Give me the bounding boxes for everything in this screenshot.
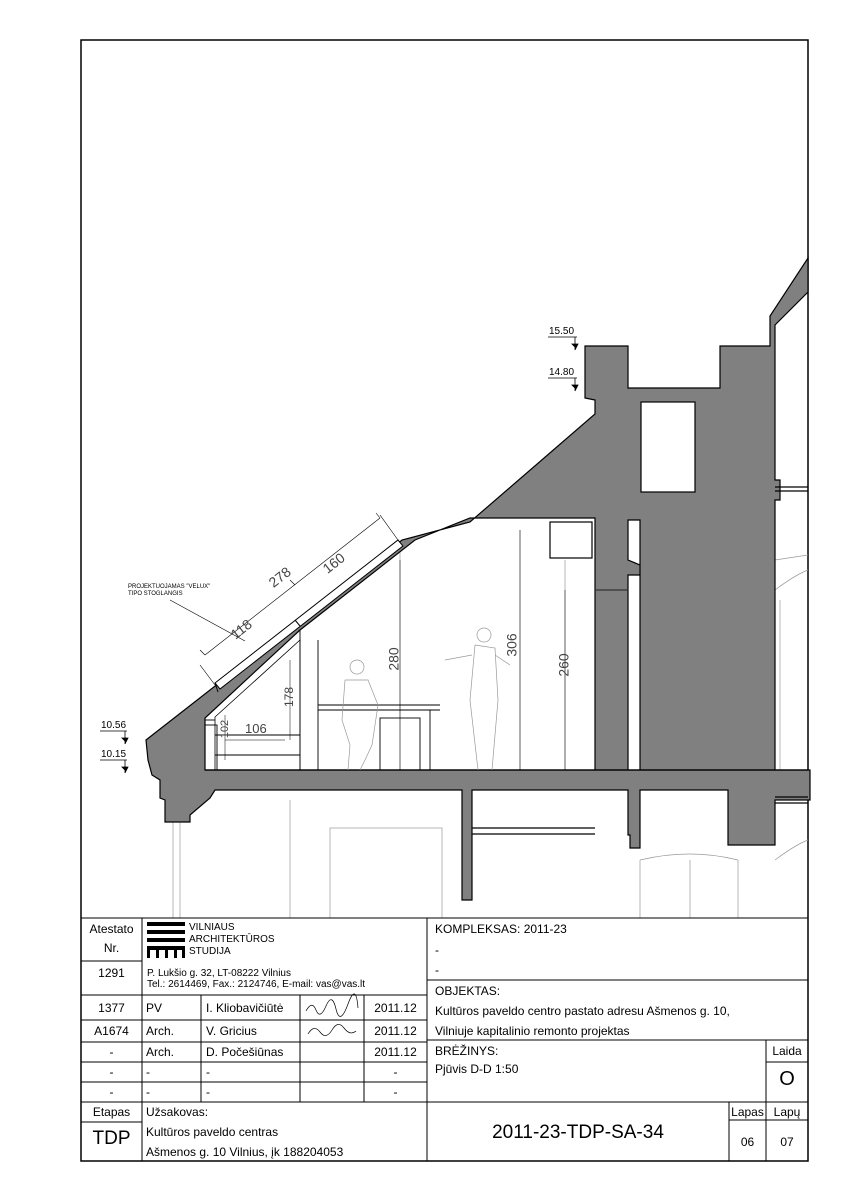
document-code: 2011-23-TDP-SA-34 <box>492 1122 664 1143</box>
staff-3-att: - <box>109 1045 114 1059</box>
signatures <box>306 994 358 1036</box>
dim-person-height: 306 <box>503 633 520 657</box>
objektas-line1: Kultūros paveldo centro pastato adresu Ašmenos g. 10, <box>435 1004 730 1018</box>
staff-4-date: - <box>393 1065 398 1079</box>
level-label-1480: 14.80 <box>549 367 575 378</box>
objektas-label: OBJEKTAS: <box>435 984 501 998</box>
studio-name-line3: STUDIJA <box>189 946 231 957</box>
etapas-label: Etapas <box>92 1105 131 1119</box>
uzsakovas-label: Užsakovas: <box>146 1105 209 1119</box>
dim-cabinet-height: 102 <box>219 719 232 739</box>
breziniys-label: BRĖŽINYS: <box>435 1044 499 1058</box>
dim-cabinet-width: 106 <box>245 721 267 736</box>
interior-linework <box>205 630 440 770</box>
staff-5-att: - <box>109 1085 114 1099</box>
level-label-1015: 10.15 <box>101 749 127 760</box>
dim-ceiling-height: 280 <box>385 647 402 671</box>
uzsakovas-line1: Kultūros paveldo centras <box>146 1125 279 1139</box>
atestato-nr-label: Nr. <box>103 941 120 955</box>
staff-5-date: - <box>393 1085 398 1099</box>
objektas-line2: Vilniuje kapitalinio remonto projektas <box>435 1024 630 1038</box>
dim-window-upper: 160 <box>319 549 348 577</box>
studio-name-line2: ARCHITEKTŪROS <box>189 934 275 945</box>
staff-1-role: PV <box>146 1001 163 1015</box>
staff-5-name: - <box>206 1085 210 1099</box>
tower-opening <box>641 402 695 492</box>
studio-address: P. Lukšio g. 32, LT-08222 Vilnius <box>147 968 291 979</box>
dim-window-lower: 118 <box>227 615 255 643</box>
staff-2-role: Arch. <box>146 1024 175 1038</box>
laida-value: O <box>779 1068 795 1090</box>
staff-2-date: 2011.12 <box>374 1024 417 1038</box>
uzsakovas-line2: Ašmenos g. 10 Vilnius, įk 188204053 <box>146 1145 344 1159</box>
staff-1-name: I. Kliobavičiūtė <box>206 1001 284 1015</box>
laida-label: Laida <box>772 1044 802 1058</box>
staff-4-name: - <box>206 1065 210 1079</box>
skylight-note-line2: TIPO STOGLANGIS <box>128 591 183 597</box>
roof-slab-section <box>146 258 810 900</box>
dim-room-height: 260 <box>555 653 572 677</box>
staff-4-att: - <box>109 1065 114 1079</box>
staff-2-att: A1674 <box>94 1024 129 1038</box>
dim-knee-wall: 178 <box>282 686 297 708</box>
studio-contacts: Tel.: 2614469, Fax.: 2124746, E-mail: vas@vas.lt <box>147 979 366 990</box>
staff-4-role: - <box>146 1065 150 1079</box>
staff-3-name: D. Počešiūnas <box>206 1045 284 1059</box>
kompleksas: KOMPLEKSAS: 2011-23 <box>435 922 567 936</box>
lapu-label: Lapų <box>773 1105 801 1119</box>
atestato-label: Atestato <box>89 922 134 936</box>
staff-1-date: 2011.12 <box>374 1001 417 1015</box>
studio-logo-icon <box>147 922 185 958</box>
studio-name-line1: VILNIAUS <box>189 922 235 933</box>
dim-window-total: 278 <box>265 563 294 591</box>
kompleksas-line3: - <box>435 963 439 977</box>
lapas-value: 06 <box>740 1135 755 1149</box>
lapu-value: 07 <box>780 1135 794 1149</box>
skylight-note-line1: PROJEKTUOJAMAS "VELUX" <box>128 584 211 590</box>
lapas-label: Lapas <box>731 1105 764 1119</box>
breziniys-value: Pjūvis D-D 1:50 <box>435 1062 519 1076</box>
level-label-1550: 15.50 <box>549 326 575 337</box>
staff-2-name: V. Gricius <box>206 1024 257 1038</box>
staff-3-role: Arch. <box>146 1045 175 1059</box>
human-figures <box>342 628 510 770</box>
kompleksas-line2: - <box>435 943 439 957</box>
staff-5-role: - <box>146 1085 150 1099</box>
staff-3-date: 2011.12 <box>374 1045 417 1059</box>
level-label-1056: 10.56 <box>101 720 127 731</box>
staff-1-att: 1377 <box>98 1001 125 1015</box>
etapas-value: TDP <box>92 1128 131 1149</box>
skylight-dimensions <box>170 513 398 685</box>
atestato-number: 1291 <box>98 966 125 980</box>
